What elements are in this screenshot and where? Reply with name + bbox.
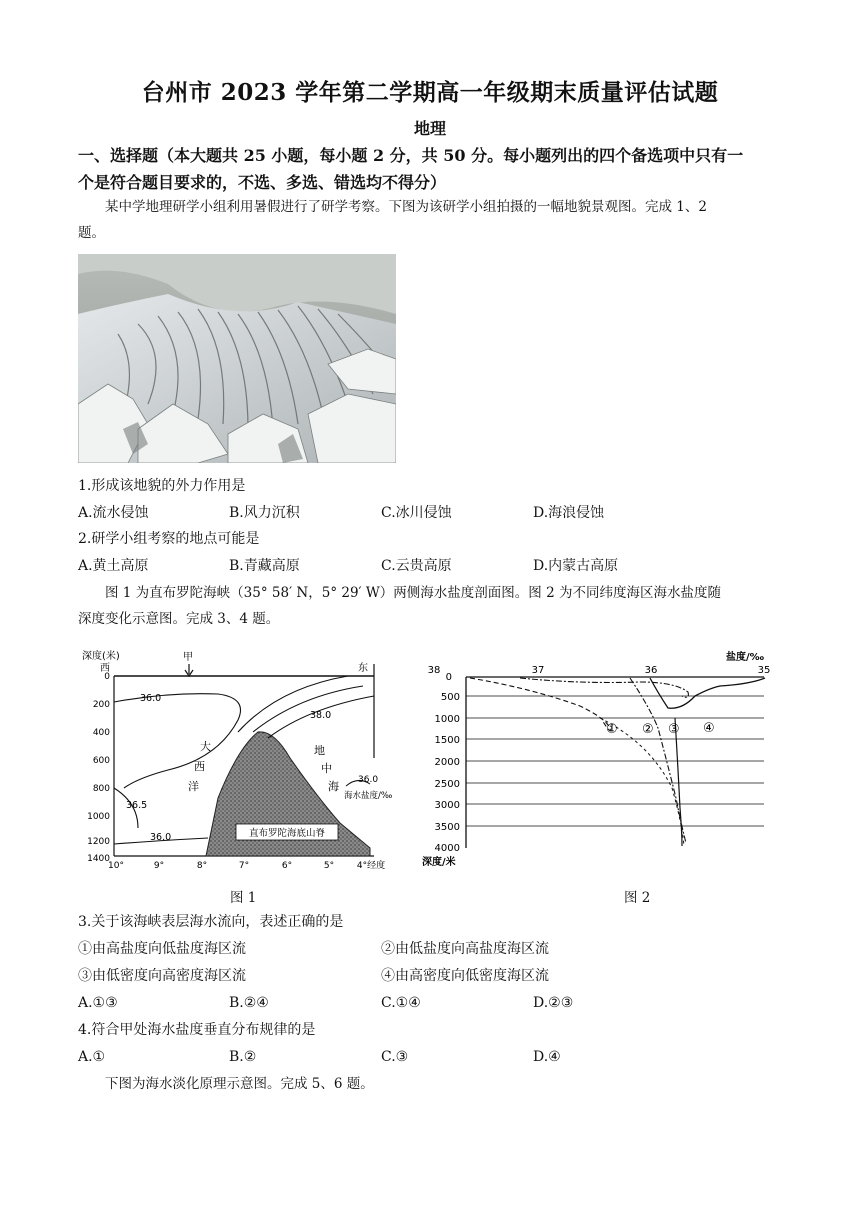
fig2-curve-1-deep [600,718,684,846]
intro-q1-q2 [78,194,784,246]
question-3-statement-4: ④由高密度向低密度海区流 [381,968,549,984]
fig2-top-axis-title: 盐度/‰ [726,652,765,663]
fig1-legend-label: 海水盐度/‰ [344,791,393,801]
figure-1-caption: 图 1 [230,890,257,906]
fig1-atlantic-label: 大 [200,740,211,753]
fig1-atlantic-label: 洋 [188,780,199,793]
page-title: 台州市 2023 学年第二学期高一年级期末质量评估试题 [141,79,719,106]
fig1-y-tick: 1000 [87,812,110,822]
question-3-statement-2: ②由低盐度向高盐度海区流 [381,941,549,957]
fig1-x-tick: 10° [108,861,124,870]
fig1-east-label: 东 [358,663,368,674]
intro-q1-q2-line-1: 某中学地理研学小组利用暑假进行了研学考察。下图为该研学小组拍摄的一幅地貌景观图。完成 1、2 [105,199,707,215]
fig2-y-tick: 2500 [434,779,460,790]
fig1-y-tick: 800 [92,784,110,794]
question-1-option-c[interactable]: C.冰川侵蚀 [381,505,452,521]
fig1-iso-label: 36.0 [140,693,162,704]
fig1-jia-arrow [185,664,193,676]
question-2-option-c[interactable]: C.云贵高原 [381,558,452,574]
question-4-stem: 4.符合甲处海水盐度垂直分布规律的是 [78,1022,316,1038]
question-4-option-d[interactable]: D.④ [533,1049,561,1065]
question-1-option-a[interactable]: A.流水侵蚀 [78,505,149,521]
fig2-curve-1 [470,678,610,731]
fig2-curve-3 [675,718,682,846]
question-1-option-d[interactable]: D.海浪侵蚀 [533,505,605,521]
section-heading [78,142,788,196]
fig1-mediterranean-label: 海 [328,780,339,793]
fig2-x-tick: 35 [757,665,771,676]
glacier-photo [78,254,396,463]
fig1-x-tick: 7° [238,861,250,870]
question-2-option-b[interactable]: B.青藏高原 [229,558,300,574]
fig1-y-tick: 400 [92,728,110,738]
glacier-photo-image [78,254,396,463]
fig1-y-tick: 1400 [87,854,110,864]
question-3-option-d[interactable]: D.②③ [533,995,574,1011]
fig1-ridge-label: 直布罗陀海底山脊 [248,828,326,839]
intro-q3-q4-line-2: 深度变化示意图。完成 3、4 题。 [78,611,280,627]
fig2-y-axis-title: 深度/米 [422,857,456,868]
question-4-option-a[interactable]: A.① [78,1049,106,1065]
fig2-y-tick: 3500 [434,822,460,833]
fig1-x-tick: 6° [281,861,293,870]
fig2-y-tick: 500 [440,692,460,703]
section-heading-line-1: 一、选择题（本大题共 25 小题，每小题 2 分，共 50 分。每小题列出的四个备选项中只有一 [78,146,744,165]
question-1-option-b[interactable]: B.风力沉积 [229,505,300,521]
fig1-x-tick: 5° [323,861,335,870]
question-3-option-a[interactable]: A.①③ [78,995,118,1011]
fig1-atlantic-label: 西 [194,760,205,773]
intro-q1-q2-line-2: 题。 [78,225,105,241]
fig2-curve-label: ① [606,722,618,737]
question-3-option-c[interactable]: C.①④ [381,995,421,1011]
fig1-y-tick: 600 [92,756,110,766]
fig2-curve-4 [650,678,765,708]
fig1-y-tick: 1200 [87,837,110,847]
fig1-isohaline-36 [114,694,241,788]
figure-1-salinity-profile [78,648,398,870]
fig2-y-tick: 1000 [434,714,460,725]
question-4-option-b[interactable]: B.② [229,1049,257,1065]
question-2-option-a[interactable]: A.黄土高原 [78,558,149,574]
section-heading-line-2: 个是符合题目要求的，不选、多选、错选均不得分） [78,173,447,192]
fig1-jia-label: 甲 [183,652,193,663]
subject-heading: 地理 [413,119,446,138]
fig2-curve-label: ② [642,722,654,737]
fig1-legend-value: 36.0 [358,775,379,785]
figure-2-caption: 图 2 [624,890,651,906]
fig1-iso-label: 38.0 [310,710,332,721]
fig1-x-tick: 9° [153,861,165,870]
fig2-y-tick: 2000 [434,757,460,768]
question-3-statement-3: ③由低密度向高密度海区流 [78,968,246,984]
fig1-y-tick: 200 [92,700,110,710]
figure-2-salinity-depth [420,648,780,868]
fig2-x-tick: 37 [531,665,545,676]
intro-q5-q6: 下图为海水淡化原理示意图。完成 5、6 题。 [105,1076,374,1092]
fig1-y-tick: 0 [104,672,110,682]
question-3-statement-1: ①由高盐度向低盐度海区流 [78,941,246,957]
intro-q3-q4 [78,580,784,632]
question-3-stem: 3.关于该海峡表层海水流向，表述正确的是 [78,914,344,930]
question-4-option-c[interactable]: C.③ [381,1049,409,1065]
fig1-x-tick: 4°经度 [356,861,386,870]
fig1-iso-label: 36.5 [126,800,148,811]
fig2-curve-label: ④ [703,721,715,736]
question-2-option-d[interactable]: D.内蒙古高原 [533,558,619,574]
fig1-iso-label: 36.0 [150,832,172,843]
fig2-y-tick: 0 [445,672,452,683]
intro-q3-q4-line-1: 图 1 为直布罗陀海峡（35° 58′ N，5° 29′ W）两侧海水盐度剖面图。图 2 为不同纬度海区海水盐度随 [105,585,721,601]
question-2-stem: 2.研学小组考察的地点可能是 [78,531,260,547]
fig2-y-tick: 3000 [434,800,460,811]
fig1-isohaline-upper [238,676,348,732]
fig2-y-tick: 4000 [434,843,460,854]
fig1-y-axis-title: 深度(米) [82,651,120,662]
question-1-stem: 1.形成该地貌的外力作用是 [78,478,246,494]
fig2-x-tick: 36 [644,665,658,676]
fig1-mediterranean-label: 地 [314,744,325,757]
fig1-x-tick: 8° [196,861,208,870]
fig2-curve-label: ③ [668,722,680,737]
fig1-isohaline-middle [253,686,363,732]
question-3-option-b[interactable]: B.②④ [229,995,269,1011]
fig2-x-tick: 38 [427,665,441,676]
fig1-mediterranean-label: 中 [321,762,332,775]
fig1-west-label: 西 [100,663,110,674]
fig2-y-tick: 1500 [434,735,460,746]
